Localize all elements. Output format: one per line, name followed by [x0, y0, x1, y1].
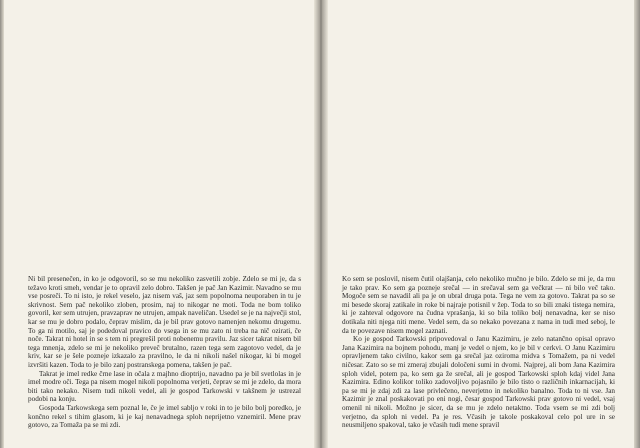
right-paragraph: Ko sem se poslovil, nisem čutil olajšanja, celo nekoliko mučno je bilo. Zdelo se mi je, da mu je tako prav. Ko sem ga pozneje srečal — in srečaval sem ga večkrat — ni bilo več tako. Mogoče sem se navadil ali pa je on ubral druga pota. Tega ne vem za gotovo. Takrat pa so se mi besede skoraj zatikale in roke bi najraje potisnil v žep. Toda to so bili znaki tistega nemira, ki je zahteval odgovore na čudna vprašanja, ki so bila toliko bolj nenavadna, ker se niso dotikala niti njega niti mene. Vedel sem, da so nekako povezana z nama in tudi med seboj, le da te povezave nisem mogel zaznati.: [342, 275, 615, 335]
left-page: [0, 0, 318, 448]
left-paragraph: Gospoda Tarkowskega sem poznal le, če je imel sabljo v roki in to je bilo bolj poredko, je končno rekel s tihim glasom, ki je kaj nenavadnega sploh neprijetno vznemiril. Mene prav gotovo, za Tomaža pa se mi zdi.: [28, 403, 301, 430]
left-page-edge: [0, 0, 4, 448]
right-page: [322, 0, 640, 448]
right-paragraph: Ko je gospod Tarkowski pripovedoval o Janu Kazimiru, je zelo natančno opisal opravo Jana Kazimira na bojnem pohodu, manj je vedel o njem, ko je bil v cerkvi. O Janu Kazimiru opravljenem tako civilno, kakor sem ga srečal jaz oziroma midva s Tomažem, pa ni vedel ničesar. Zato so se mi zmeraj zbujali določeni sumi in dvomi. Najprej, ali bom Jana Kazimira sploh videl, potem pa, ko sem ga že srečal, ali je gospod Tarkowski sploh kdaj videl Jana Kazimira. Edino kolikor toliko zadovoljivo pojasnilo je bilo tisto o različnih inkarnacijah, ki pa se mi je zdaj zdi za lase privlečeno, neverjetno in nekoliko banalno. Toda to ni vse. Jan Kazimir je znal poskakovati po eni nogi, česar gospod Tarkowski prav gotovo ni vedel, vsaj omenil ni nikoli. Možno je sicer, da se mu je zdelo netaktno. Toda vsem se mi zdi bolj verjetno, da sploh ni vedel. Pa je res. Včasih je takole poskakoval celo pol ure in se neusmiljeno spakoval, tako je včasih tudi mene spravil: [342, 335, 615, 430]
left-page-text: [28, 275, 301, 430]
right-page-text: [342, 275, 615, 430]
book-gutter: [314, 0, 328, 448]
right-page-edge: [634, 0, 640, 448]
left-paragraph: Takrat je imel redke črne lase in očala z majhno dioptrijo, navadno pa je bil svetlolas in je imel modre oči. Tega pa nisem mogel nikoli popolnoma verjeti, čeprav se mi je zdelo, da mora biti tako nekako. Nisem tudi nikoli vedel, ali je gospod Tarkowski v takšnem je ustrezal podobi na konju.: [28, 369, 301, 404]
left-paragraph: Ni bil presenečen, in ko je odgovoril, so se mu nekoliko zasvetili zobje. Zdelo se mi je, da s težavo kroti smeh, vendar je to opravil zelo dobro. Takšen je pač Jan Kazimir. Navadno se mu vse posreči. To ni isto, je rekel veselo, jaz nisem vaš, jaz sem popolnoma neuporaben in tu je skrivnost. Sem pač nekoliko zloben, prosim, naj to nikogar ne moti. Toda ne bom toliko govoril, ker sem utrujen, pravzaprav ne utrujen, ampak naveličan. Usedel se je na največji stol, kar se mu je dobro podalo, čeprav mislim, da je bil prav gotovo namenjen nekomu drugemu. To ga ni motilo, saj je podedoval pravico do vsega in se mu zato ni treba na nič ozirati, če noče. Takrat ni hotel in se s tem ni pregrešil proti nobenemu pravilu. Jaz sicer takrat nisem bil tega mnenja, zdelo se mi je nekoliko preveč brutalno, razen tega sem zagotovo vedel, da je kriv, kar se je šele pozneje izkazalo za pravilno, le da ni nikoli našel nikogar, ki bi mogel izvršiti kazen. Toda to je bilo zanj postranskega pomena, takšen je pač.: [28, 275, 301, 369]
